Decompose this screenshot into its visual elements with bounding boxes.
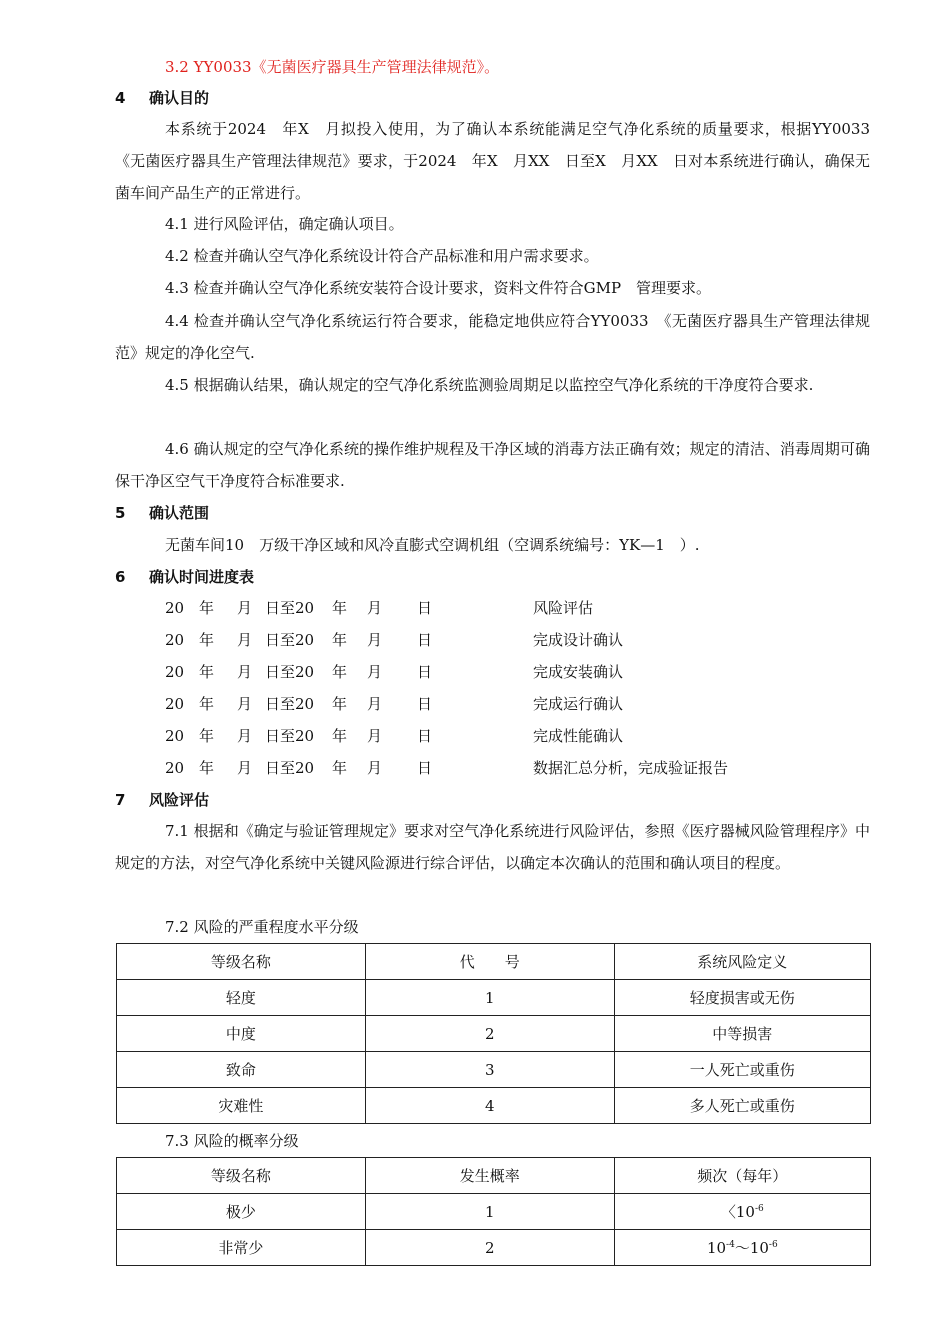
section-title: 确认目的 <box>149 89 210 107</box>
schedule-date-part: 年 <box>199 759 215 777</box>
schedule-task: 完成性能确认 <box>533 727 624 745</box>
schedule-date-part: 年 <box>199 663 215 681</box>
table-cell: 灾难性 <box>117 1088 366 1124</box>
schedule-date-part: 20 <box>165 631 185 649</box>
section-number: 6 <box>115 568 126 586</box>
schedule-date-part: 月 <box>237 631 253 649</box>
table-cell: 4 <box>365 1088 614 1124</box>
item-4-6: 4.6 确认规定的空气净化系统的操作维护规程及干净区域的消毒方法正确有效；规定的清洁、消毒周期可确保干净区空气干净度符合标准要求. <box>115 440 870 490</box>
header-cell: 代 号 <box>365 944 614 980</box>
schedule-date-part: 日至20 <box>265 727 315 745</box>
table-cell: 1 <box>365 1194 614 1230</box>
section-6-heading <box>115 567 254 587</box>
table-cell: 轻度损害或无伤 <box>614 980 870 1016</box>
schedule-row <box>165 726 865 746</box>
schedule-row <box>165 694 865 714</box>
table-cell: 致命 <box>117 1052 366 1088</box>
table-cell: 2 <box>365 1230 614 1266</box>
table-row <box>117 1194 871 1230</box>
schedule-row <box>165 630 865 650</box>
item-4-2: 4.2 检查并确认空气净化系统设计符合产品标准和用户需求要求。 <box>165 247 599 265</box>
schedule-date-part: 日 <box>417 695 433 713</box>
section-7-heading <box>115 790 209 810</box>
schedule-task: 数据汇总分析，完成验证报告 <box>533 759 729 777</box>
header-cell: 等级名称 <box>117 1158 366 1194</box>
probability-table <box>116 1157 871 1266</box>
schedule-date-part: 年 <box>332 631 348 649</box>
schedule-date-part: 日至20 <box>265 759 315 777</box>
table-cell: 1 <box>365 980 614 1016</box>
frequency-exponent: -4 <box>726 1240 735 1250</box>
schedule-date-part: 年 <box>332 759 348 777</box>
table-cell: 中度 <box>117 1016 366 1052</box>
schedule-date-part: 日至20 <box>265 695 315 713</box>
table-cell: 轻度 <box>117 980 366 1016</box>
schedule-date-part: 月 <box>367 631 383 649</box>
section-number: 4 <box>115 89 126 107</box>
schedule-task: 完成运行确认 <box>533 695 624 713</box>
schedule-date-part: 20 <box>165 727 185 745</box>
schedule-date-part: 年 <box>332 727 348 745</box>
schedule-date-part: 年 <box>199 631 215 649</box>
schedule-date-part: 日 <box>417 599 433 617</box>
table-header-row <box>117 1158 871 1194</box>
table-cell: 一人死亡或重伤 <box>614 1052 870 1088</box>
section-title: 确认范围 <box>149 504 210 522</box>
schedule-date-part: 月 <box>367 727 383 745</box>
schedule-date-part: 年 <box>199 599 215 617</box>
header-cell: 频次（每年） <box>614 1158 870 1194</box>
schedule-task: 完成设计确认 <box>533 631 624 649</box>
schedule-date-part: 日 <box>417 759 433 777</box>
schedule-date-part: 月 <box>367 695 383 713</box>
schedule-task: 完成安装确认 <box>533 663 624 681</box>
reference-3-2: 3.2 YY0033《无菌医疗器具生产管理法律规范》。 <box>165 58 500 76</box>
frequency-base: 10 <box>706 1239 727 1257</box>
section-4-heading <box>115 88 209 108</box>
header-cell: 等级名称 <box>117 944 366 980</box>
schedule-date-part: 日至20 <box>265 599 315 617</box>
schedule-date-part: 月 <box>237 759 253 777</box>
item-4-5: 4.5 根据确认结果，确认规定的空气净化系统监测验周期足以监控空气净化系统的干净度符合要求. <box>165 376 814 394</box>
schedule-date-part: 日 <box>417 663 433 681</box>
severity-table <box>116 943 871 1124</box>
section-number: 5 <box>115 504 126 522</box>
table-header-row <box>117 944 871 980</box>
section-title: 确认时间进度表 <box>149 568 255 586</box>
schedule-date-part: 月 <box>367 759 383 777</box>
table-cell <box>614 1194 870 1230</box>
section-title: 风险评估 <box>149 791 210 809</box>
schedule-date-part: 年 <box>332 663 348 681</box>
section-7-1: 7.1 根据和《确定与验证管理规定》要求对空气净化系统进行风险评估，参照《医疗器械风险管理程序》中规定的方法，对空气净化系统中关键风险源进行综合评估，以确定本次确认的范围和确认项目的程度。 <box>115 822 870 872</box>
schedule-date-part: 月 <box>367 599 383 617</box>
schedule-date-part: 月 <box>237 599 253 617</box>
table-7-3-caption: 7.3 风险的概率分级 <box>165 1132 299 1150</box>
table-row <box>117 1052 871 1088</box>
schedule-date-part: 日 <box>417 727 433 745</box>
schedule-row <box>165 758 865 778</box>
schedule-date-part: 20 <box>165 663 185 681</box>
section-number: 7 <box>115 791 126 809</box>
table-row <box>117 1016 871 1052</box>
header-cell: 发生概率 <box>365 1158 614 1194</box>
section-5-scope: 无菌车间10 万级干净区域和风冷直膨式空调机组（空调系统编号：YK—1 ）. <box>165 536 700 554</box>
schedule-row <box>165 598 865 618</box>
header-cell: 系统风险定义 <box>614 944 870 980</box>
table-cell: 极少 <box>117 1194 366 1230</box>
frequency-base: 〈10 <box>720 1203 755 1221</box>
section-5-heading <box>115 503 209 523</box>
frequency-range: ～10 <box>734 1239 769 1257</box>
table-cell: 非常少 <box>117 1230 366 1266</box>
frequency-exponent: -6 <box>754 1204 764 1214</box>
schedule-date-part: 年 <box>332 695 348 713</box>
schedule-date-part: 年 <box>199 727 215 745</box>
table-cell: 3 <box>365 1052 614 1088</box>
schedule-date-part: 20 <box>165 695 185 713</box>
schedule-date-part: 月 <box>367 663 383 681</box>
table-cell: 2 <box>365 1016 614 1052</box>
frequency-exponent: -6 <box>768 1240 778 1250</box>
schedule-date-part: 年 <box>199 695 215 713</box>
schedule-task: 风险评估 <box>533 599 594 617</box>
schedule-date-part: 20 <box>165 599 185 617</box>
table-row <box>117 980 871 1016</box>
schedule-row <box>165 662 865 682</box>
item-4-1: 4.1 进行风险评估，确定确认项目。 <box>165 215 404 233</box>
schedule-date-part: 日 <box>417 631 433 649</box>
schedule-date-part: 月 <box>237 663 253 681</box>
schedule-date-part: 年 <box>332 599 348 617</box>
table-cell: 中等损害 <box>614 1016 870 1052</box>
table-7-2-caption: 7.2 风险的严重程度水平分级 <box>165 918 359 936</box>
schedule-date-part: 日至20 <box>265 663 315 681</box>
table-row <box>117 1088 871 1124</box>
item-4-3: 4.3 检查并确认空气净化系统安装符合设计要求，资料文件符合GMP 管理要求。 <box>165 279 712 297</box>
schedule-date-part: 20 <box>165 759 185 777</box>
schedule-date-part: 月 <box>237 695 253 713</box>
table-cell: 多人死亡或重伤 <box>614 1088 870 1124</box>
schedule-date-part: 月 <box>237 727 253 745</box>
section-4-intro: 本系统于2024 年X 月拟投入使用，为了确认本系统能满足空气净化系统的质量要求，根据YY0033 《无菌医疗器具生产管理法律规范》要求，于2024 年X 月XX 日至X 月XX 日对本系统进行确认，确保无菌车间产品生产的正常进行。 <box>115 120 886 202</box>
table-cell <box>614 1230 870 1266</box>
schedule-date-part: 日至20 <box>265 631 315 649</box>
item-4-4: 4.4 检查并确认空气净化系统运行符合要求，能稳定地供应符合YY0033 《无菌医疗器具生产管理法律规范》规定的净化空气. <box>115 312 870 362</box>
table-row <box>117 1230 871 1266</box>
